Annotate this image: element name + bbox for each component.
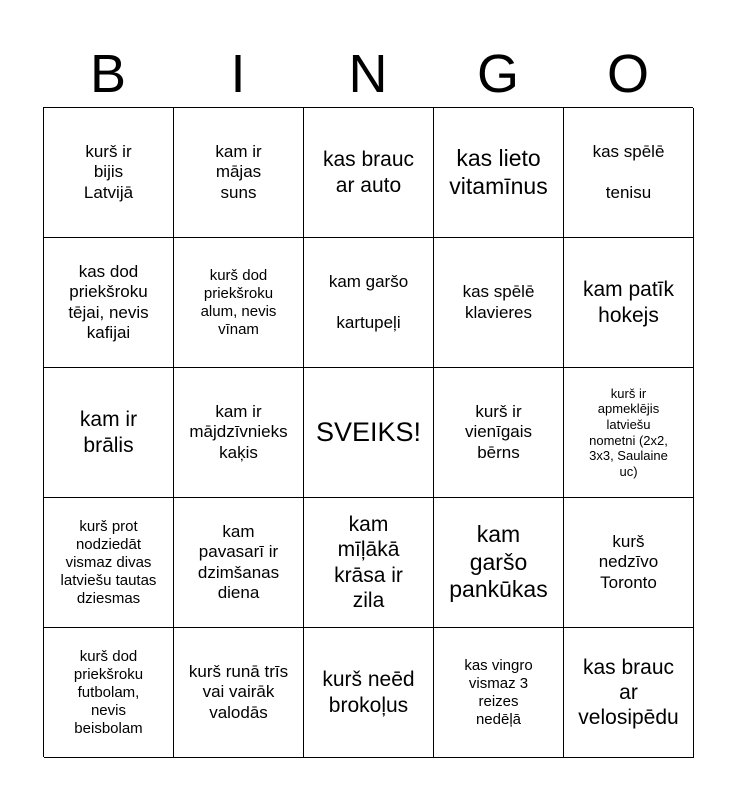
bingo-cell[interactable]: kam patīk hokejs [564,238,694,368]
bingo-grid [43,107,693,757]
bingo-cell[interactable]: kam garšo pankūkas [434,498,564,628]
bingo-cell[interactable]: kam mīļākā krāsa ir zila [304,498,434,628]
bingo-cell[interactable]: kas spēlē klavieres [434,238,564,368]
bingo-cell[interactable]: kas spēlē tenisu [564,108,694,238]
bingo-cell[interactable]: kas brauc ar auto [304,108,434,238]
bingo-cell[interactable]: kurš neēd brokoļus [304,628,434,758]
bingo-cell[interactable]: kas dod priekšroku tējai, nevis kafijai [44,238,174,368]
bingo-header [43,40,693,108]
bingo-cell[interactable]: kurš runā trīs vai vairāk valodās [174,628,304,758]
header-letter-b: B [89,44,127,104]
bingo-cell[interactable]: kurš dod priekšroku futbolam, nevis beisbolam [44,628,174,758]
header-letter-n: N [348,44,388,104]
header-letter-i: I [230,44,246,104]
bingo-cell[interactable]: kurš nedzīvo Toronto [564,498,694,628]
bingo-cell[interactable]: kam ir mājas suns [174,108,304,238]
bingo-cell[interactable]: kurš dod priekšroku alum, nevis vīnam [174,238,304,368]
bingo-cell[interactable]: kas brauc ar velosipēdu [564,628,694,758]
header-letter-g: G [476,44,519,104]
bingo-cell[interactable]: kas lieto vitamīnus [434,108,564,238]
header-letter-o: O [606,44,649,104]
bingo-cell[interactable]: kam ir mājdzīvnieks kaķis [174,368,304,498]
bingo-cell[interactable]: kam ir brālis [44,368,174,498]
bingo-free-cell[interactable]: SVEIKS! [304,368,434,498]
bingo-cell[interactable]: kas vingro vismaz 3 reizes nedēļā [434,628,564,758]
bingo-cell[interactable]: kam pavasarī ir dzimšanas diena [174,498,304,628]
bingo-cell[interactable]: kurš ir apmeklējis latviešu nometni (2x2, 3x3, Saulaine uc) [564,368,694,498]
bingo-cell[interactable]: kurš ir vienīgais bērns [434,368,564,498]
bingo-cell[interactable]: kurš ir bijis Latvijā [44,108,174,238]
bingo-cell[interactable]: kam garšo kartupeļi [304,238,434,368]
bingo-cell[interactable]: kurš prot nodziedāt vismaz divas latviešu tautas dziesmas [44,498,174,628]
